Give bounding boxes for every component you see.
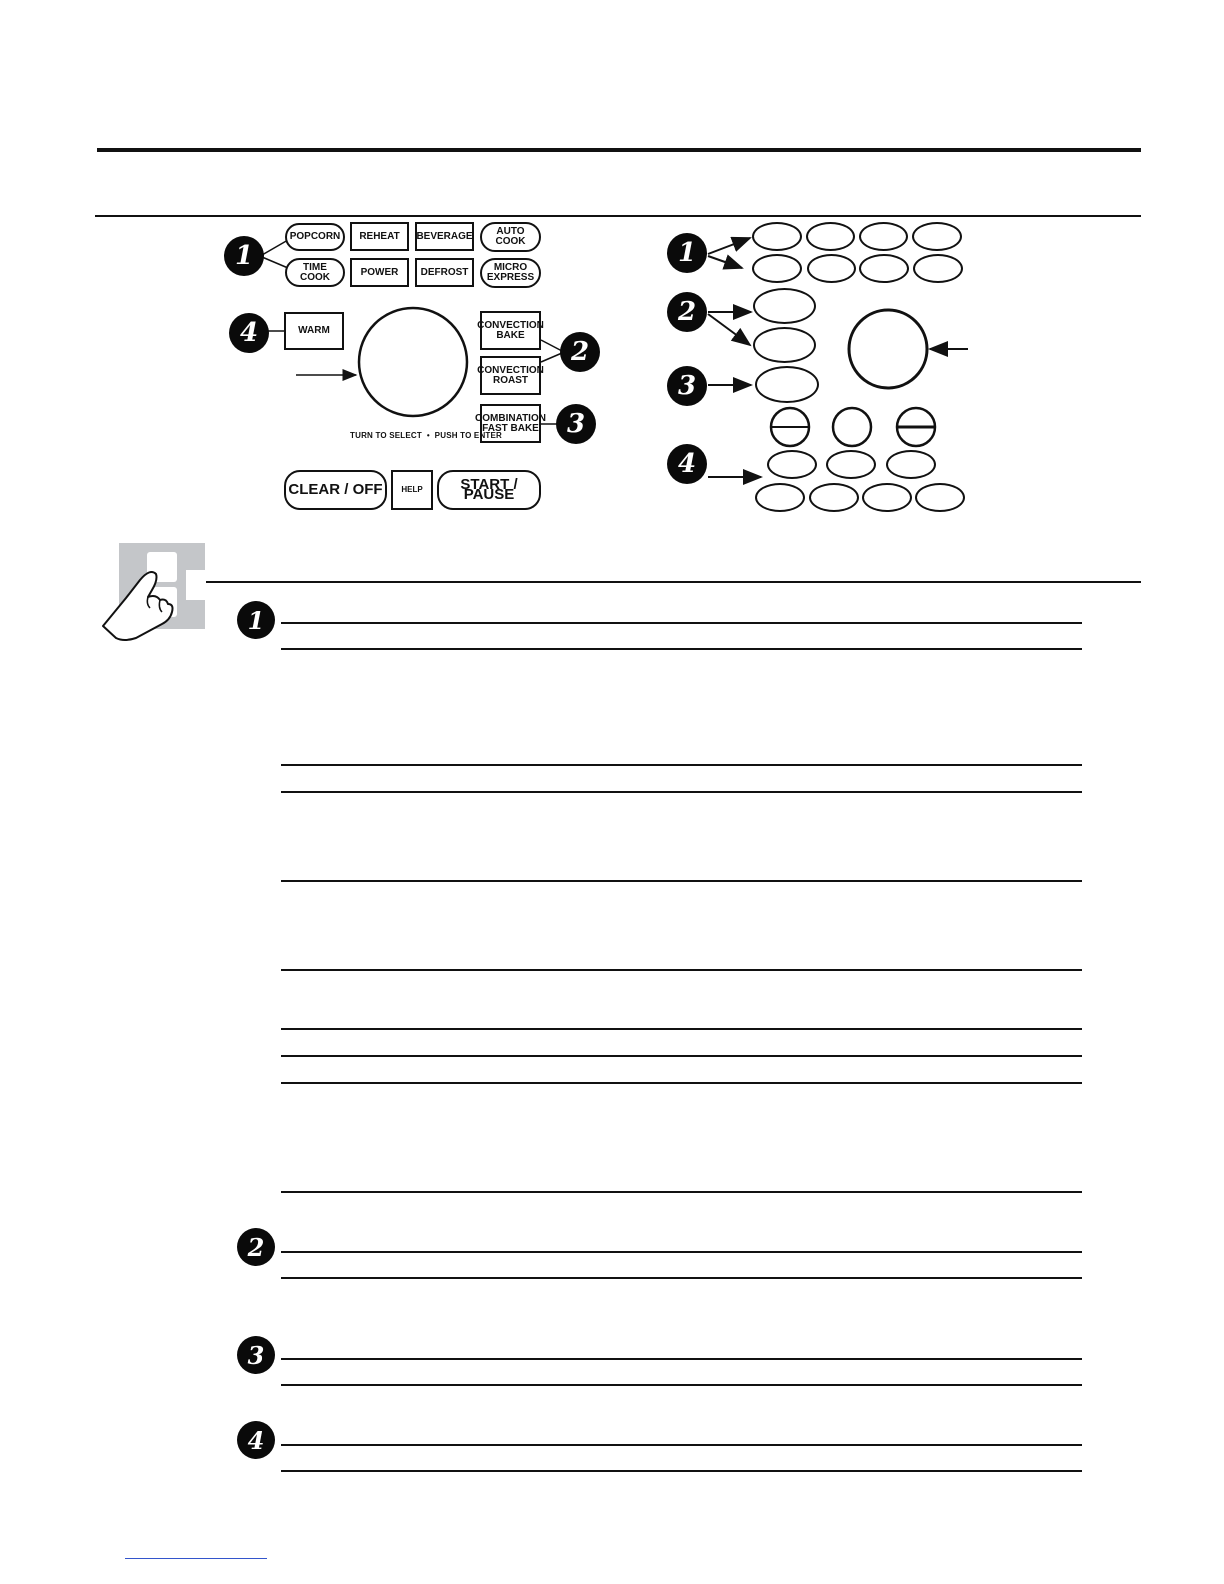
section-badge-1: 1 [237, 601, 275, 639]
right-key-conv-2 [753, 327, 816, 363]
defrost-button[interactable]: DEFROST [415, 258, 474, 287]
right-round-key-icon [833, 408, 871, 446]
section-badge-3: 3 [237, 1336, 275, 1374]
right-key-r4-1 [767, 450, 817, 479]
callout-1-line-b [262, 257, 288, 268]
right-key-r2-4 [913, 254, 963, 283]
right-callout-1-arrow-a [708, 238, 750, 254]
section1-rule-j [281, 1191, 1082, 1193]
right-key-r1-3 [859, 222, 908, 251]
time-cook-button[interactable]: TIME COOK [285, 258, 345, 287]
section2-rule-b [281, 1277, 1082, 1279]
micro-express-button[interactable]: MICRO EXPRESS [480, 258, 541, 288]
right-key-r5-3 [862, 483, 912, 512]
right-key-r2-2 [807, 254, 856, 283]
section1-rule-g [281, 1028, 1082, 1030]
callout-2-line-b [541, 353, 562, 362]
section1-rule-d [281, 791, 1082, 793]
selector-dial-icon [359, 308, 467, 416]
right-dial-icon [849, 310, 927, 388]
right-key-conv-1 [753, 288, 816, 324]
callout-2-line-a [541, 340, 562, 351]
right-key-r4-3 [886, 450, 936, 479]
section-rule [206, 581, 1141, 583]
section3-rule-a [281, 1358, 1082, 1360]
callout-badge-3: 3 [556, 404, 596, 444]
right-key-r2-3 [859, 254, 909, 283]
popcorn-button[interactable]: POPCORN [285, 223, 345, 251]
right-callout-2-arrow-b [708, 314, 750, 345]
convection-roast-button[interactable]: CONVECTION ROAST [480, 356, 541, 395]
callout-badge-4: 4 [229, 313, 269, 353]
right-callout-1-arrow-b [708, 256, 742, 268]
footer-link-underline[interactable] [125, 1558, 267, 1559]
section2-rule-a [281, 1251, 1082, 1253]
section-badge-4: 4 [237, 1421, 275, 1459]
section1-rule-e [281, 880, 1082, 882]
right-key-r2-1 [752, 254, 802, 283]
right-key-combo [755, 366, 819, 403]
help-button[interactable]: HELP [391, 470, 433, 510]
right-key-r1-4 [912, 222, 962, 251]
callout-badge-1: 1 [224, 236, 264, 276]
section1-rule-i [281, 1082, 1082, 1084]
start-pause-button[interactable]: START / PAUSE [437, 470, 541, 510]
section1-rule-f [281, 969, 1082, 971]
dial-caption: TURN TO SELECT • PUSH TO ENTER [350, 431, 503, 440]
power-button[interactable]: POWER [350, 258, 409, 287]
combination-fast-bake-button[interactable]: COMBINATION FAST BAKE [480, 404, 541, 443]
section3-rule-b [281, 1384, 1082, 1386]
convection-bake-button[interactable]: CONVECTION BAKE [480, 311, 541, 350]
auto-cook-button[interactable]: AUTO COOK [480, 222, 541, 252]
section1-rule-b [281, 648, 1082, 650]
warm-button[interactable]: WARM [284, 312, 344, 350]
right-key-r5-1 [755, 483, 805, 512]
right-callout-badge-2: 2 [667, 292, 707, 332]
callout-1-line-a [262, 240, 288, 255]
pointing-hand-icon [100, 540, 208, 642]
reheat-button[interactable]: REHEAT [350, 222, 409, 251]
right-key-r1-2 [806, 222, 855, 251]
section1-rule-h [281, 1055, 1082, 1057]
callout-badge-2: 2 [560, 332, 600, 372]
right-key-r4-2 [826, 450, 876, 479]
right-key-r1-1 [752, 222, 802, 251]
section1-rule-a [281, 622, 1082, 624]
right-callout-badge-1: 1 [667, 233, 707, 273]
section4-rule-b [281, 1470, 1082, 1472]
clear-off-button[interactable]: CLEAR / OFF [284, 470, 387, 510]
section4-rule-a [281, 1444, 1082, 1446]
section1-rule-c [281, 764, 1082, 766]
right-callout-badge-3: 3 [667, 366, 707, 406]
section-badge-2: 2 [237, 1228, 275, 1266]
right-key-r5-4 [915, 483, 965, 512]
right-callout-badge-4: 4 [667, 444, 707, 484]
right-key-r5-2 [809, 483, 859, 512]
beverage-button[interactable]: BEVERAGE [415, 222, 474, 251]
